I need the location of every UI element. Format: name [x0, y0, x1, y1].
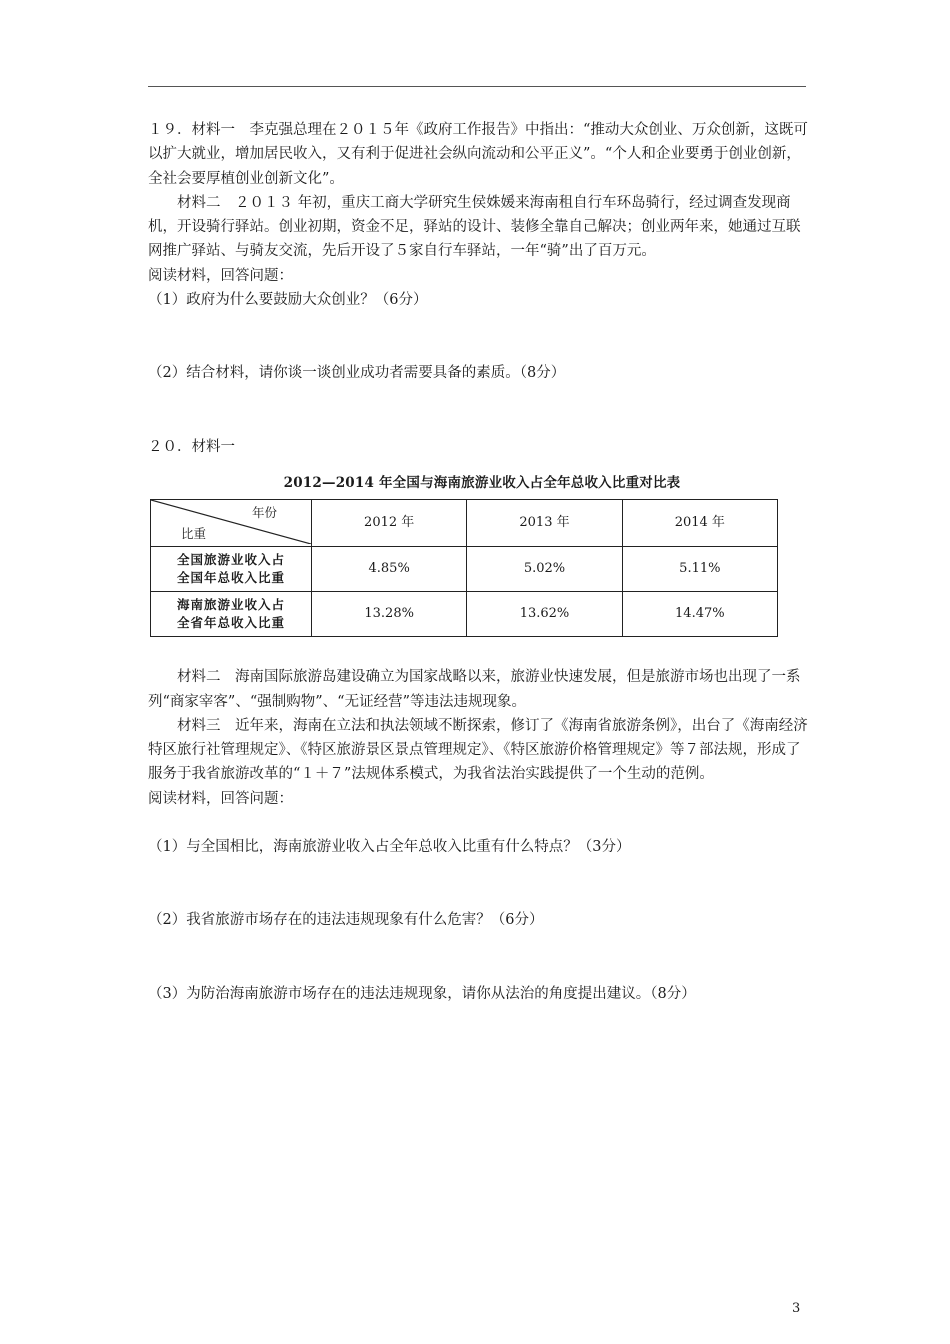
header-rule — [148, 86, 806, 87]
spacer — [148, 637, 808, 665]
comparison-table — [150, 499, 778, 637]
q19-sub-2: （2）结合材料，请你谈一谈创业成功者需要具备的素质。（8分） — [148, 365, 566, 382]
q19-prompt: 阅读材料，回答问题： — [148, 267, 293, 284]
page-number: 3 — [792, 1301, 801, 1316]
table-cell: 5.11% — [622, 547, 777, 592]
q20-material-2: 材料二 海南国际旅游岛建设确立为国家战略以来，旅游业快速发展，但是旅游市场也出现了一系列“商家宰客”、“强制购物”、“无证经营”等违法违规现象。 — [148, 669, 801, 710]
row-label: 海南旅游业收入占 全省年总收入比重 — [151, 592, 312, 637]
q20-sub-2: （2）我省旅游市场存在的违法违规现象有什么危害？（6分） — [148, 912, 544, 929]
table-cell: 13.62% — [467, 592, 622, 637]
q19-material-2: 材料二 ２０１３ 年初，重庆工商大学研究生侯姝媛来海南租自行车环岛骑行，经过调查发现商机，开设骑行驿站。创业初期，资金不足，驿站的设计、装修全靠自己解决；创业两年来，她通过互联网推广驿站、与骑友交流，先后开设了５家自行车驿站，一年“骑”出了百万元。 — [148, 194, 801, 260]
q20-prompt: 阅读材料，回答问题： — [148, 790, 293, 807]
corner-label-ratio: 比重 — [181, 526, 207, 542]
q19-intro: １９．材料一 李克强总理在２０１５年《政府工作报告》中指出：“推动大众创业、万众创新，这既可以扩大就业，增加居民收入，又有利于促进社会纵向流动和公平正义”。“个人和企业要勇于创业创新，全社会要厚植创业创新文化”。 — [148, 122, 808, 187]
year-header: 2014 年 — [622, 500, 777, 547]
corner-label-year: 年份 — [251, 505, 277, 521]
year-header: 2012 年 — [312, 500, 467, 547]
diagonal-line — [151, 500, 311, 544]
answer-space — [148, 386, 808, 435]
answer-space — [148, 312, 808, 361]
spacer — [148, 811, 808, 835]
table-row — [151, 592, 778, 637]
year-header: 2013 年 — [467, 500, 622, 547]
table-cell: 14.47% — [622, 592, 777, 637]
q19-sub-1: （1）政府为什么要鼓励大众创业？（6分） — [148, 292, 428, 309]
table-cell: 5.02% — [467, 547, 622, 592]
q20-sub-3: （3）为防治海南旅游市场存在的违法违规现象，请你从法治的角度提出建议。（8分） — [148, 985, 696, 1002]
q20-material-3: 材料三 近年来，海南在立法和执法领域不断探索，修订了《海南省旅游条例》，出台了《海南经济特区旅行社管理规定》、《特区旅游景区景点管理规定》、《特区旅游价格管理规定》等７部法规，形成了服务于我省旅游改革的“１＋７”法规体系模式，为我省法治实践提供了一个生动的范例。 — [148, 717, 808, 783]
q20-sub-1: （1）与全国相比，海南旅游业收入占全年总收入比重有什么特点？（3分） — [148, 839, 631, 856]
table-corner-cell — [151, 500, 312, 547]
answer-space — [148, 859, 808, 908]
page-content — [148, 118, 808, 1006]
q20-intro: ２０．材料一 — [148, 438, 235, 455]
answer-space — [148, 933, 808, 982]
table-cell: 4.85% — [312, 547, 467, 592]
table-row — [151, 547, 778, 592]
table-title: 2012—2014 年全国与海南旅游业收入占全年总收入比重对比表 — [283, 474, 681, 491]
row-label: 全国旅游业收入占 全国年总收入比重 — [151, 547, 312, 592]
table-cell: 13.28% — [312, 592, 467, 637]
